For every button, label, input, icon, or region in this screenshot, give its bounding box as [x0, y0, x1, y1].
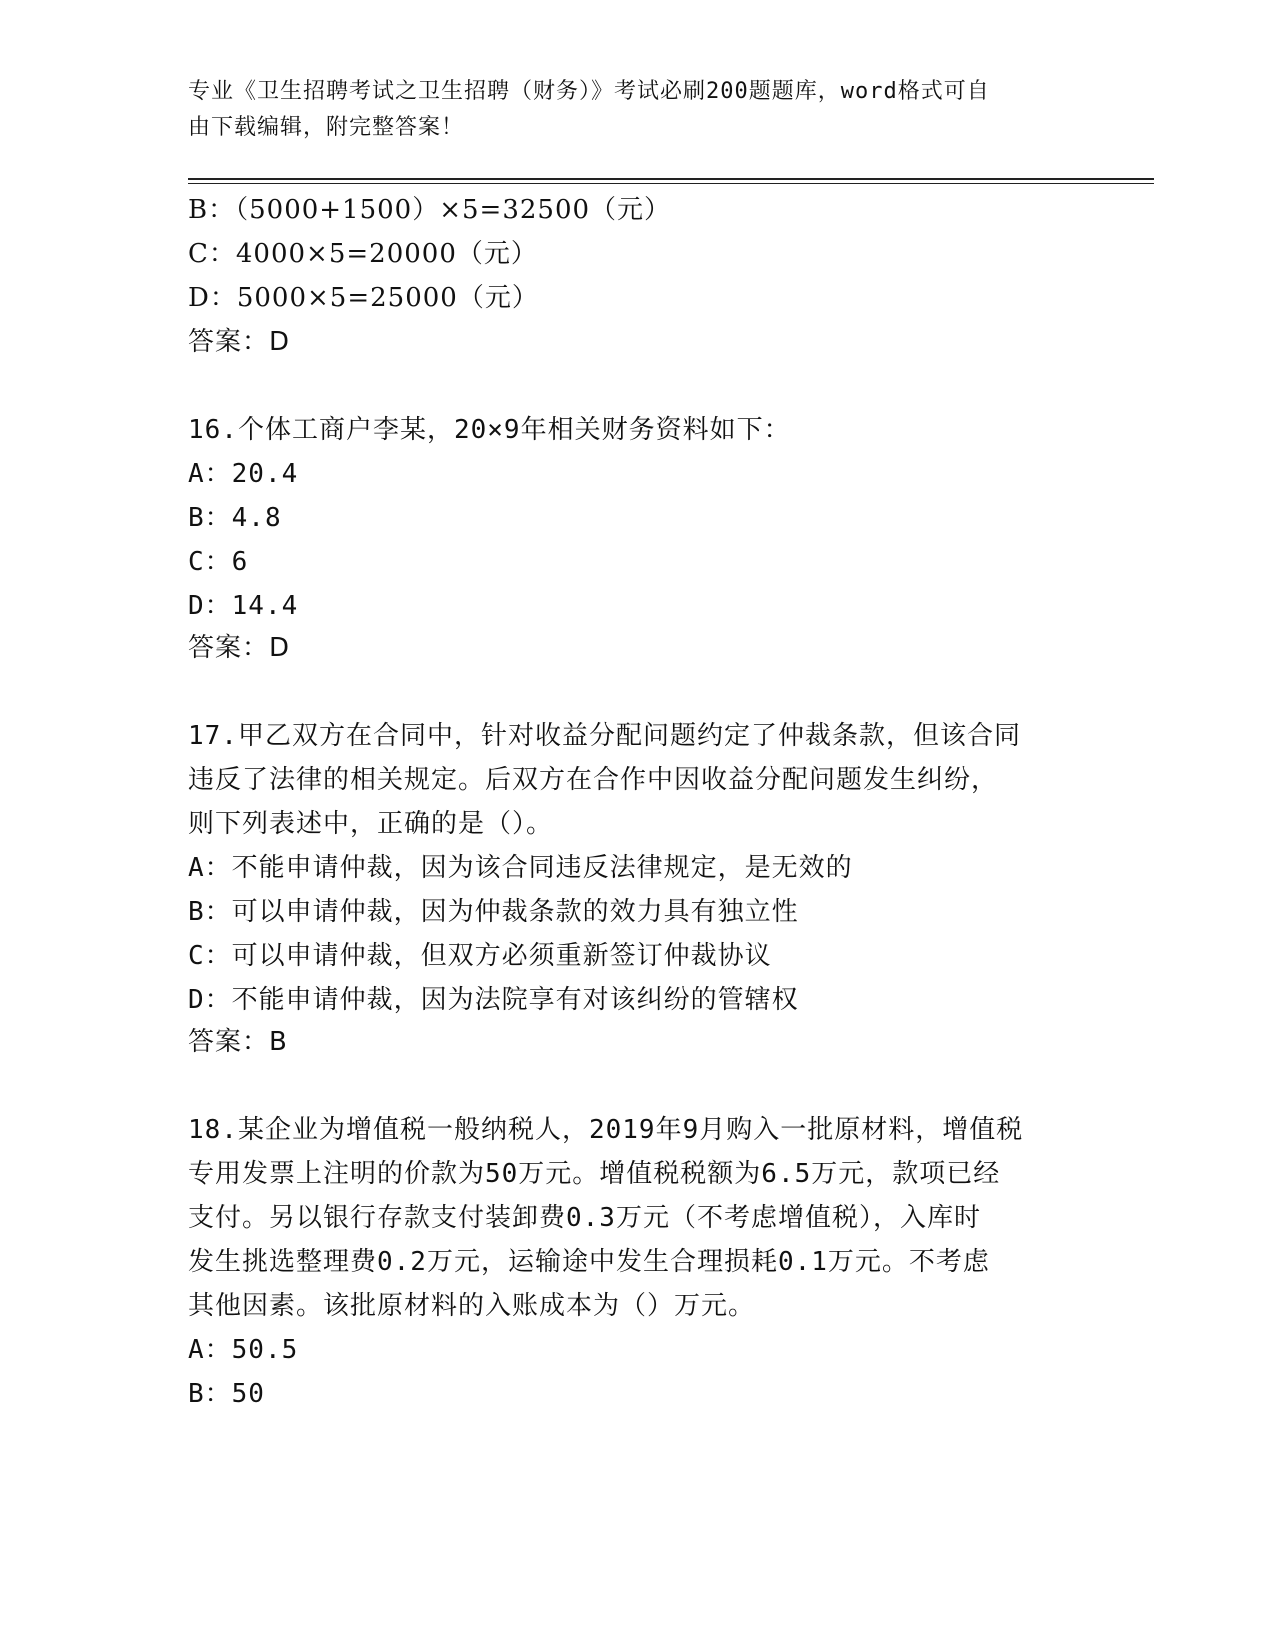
header-divider-thick	[188, 178, 1154, 180]
q16-option-b: B：4.8	[188, 503, 282, 533]
q18-stem-line-4: 发生挑选整理费0.2万元，运输途中发生合理损耗0.1万元。不考虑	[188, 1247, 990, 1277]
q18-stem-line-5: 其他因素。该批原材料的入账成本为（）万元。	[188, 1291, 756, 1321]
q17-stem-line-2: 违反了法律的相关规定。后双方在合作中因收益分配问题发生纠纷，	[188, 765, 999, 795]
q18-option-a: A：50.5	[188, 1335, 299, 1365]
header-divider-thin	[188, 183, 1154, 184]
q17-option-c: C：可以申请仲裁，但双方必须重新签订仲裁协议	[188, 941, 772, 971]
prev-option-d: D：5000×5=25000（元）	[188, 283, 539, 313]
q18-stem-line-3: 支付。另以银行存款支付装卸费0.3万元（不考虑增值税），入库时	[188, 1203, 981, 1233]
q17-stem-line-1: 17.甲乙双方在合同中，针对收益分配问题约定了仲裁条款，但该合同	[188, 721, 1021, 751]
prev-option-b: B：（5000+1500）×5=32500（元）	[188, 195, 672, 225]
q17-answer: 答案：B	[188, 1027, 288, 1057]
q18-stem-line-2: 专用发票上注明的价款为50万元。增值税税额为6.5万元，款项已经	[188, 1159, 1001, 1189]
q16-option-d: D：14.4	[188, 591, 299, 621]
q17-option-d: D：不能申请仲裁，因为法院享有对该纠纷的管辖权	[188, 985, 799, 1015]
prev-answer: 答案：D	[188, 327, 291, 357]
document-header	[188, 74, 1088, 146]
q17-stem-line-3: 则下列表述中，正确的是（）。	[188, 809, 554, 839]
header-line-1: 专业《卫生招聘考试之卫生招聘（财务）》考试必刷200题题库，word格式可自	[188, 79, 990, 104]
prev-option-c: C：4000×5=20000（元）	[188, 239, 538, 269]
q16-option-c: C：6	[188, 547, 249, 577]
q18-stem-line-1: 18.某企业为增值税一般纳税人，2019年9月购入一批原材料，增值税	[188, 1115, 1024, 1145]
q18-option-b: B：50	[188, 1379, 265, 1409]
q17-option-b: B：可以申请仲裁，因为仲裁条款的效力具有独立性	[188, 897, 799, 927]
q16-stem: 16.个体工商户李某，20×9年相关财务资料如下：	[188, 415, 791, 445]
q17-option-a: A：不能申请仲裁，因为该合同违反法律规定，是无效的	[188, 853, 853, 883]
q16-answer: 答案：D	[188, 633, 291, 663]
q16-option-a: A：20.4	[188, 459, 299, 489]
header-line-2: 由下载编辑，附完整答案！	[188, 115, 465, 140]
